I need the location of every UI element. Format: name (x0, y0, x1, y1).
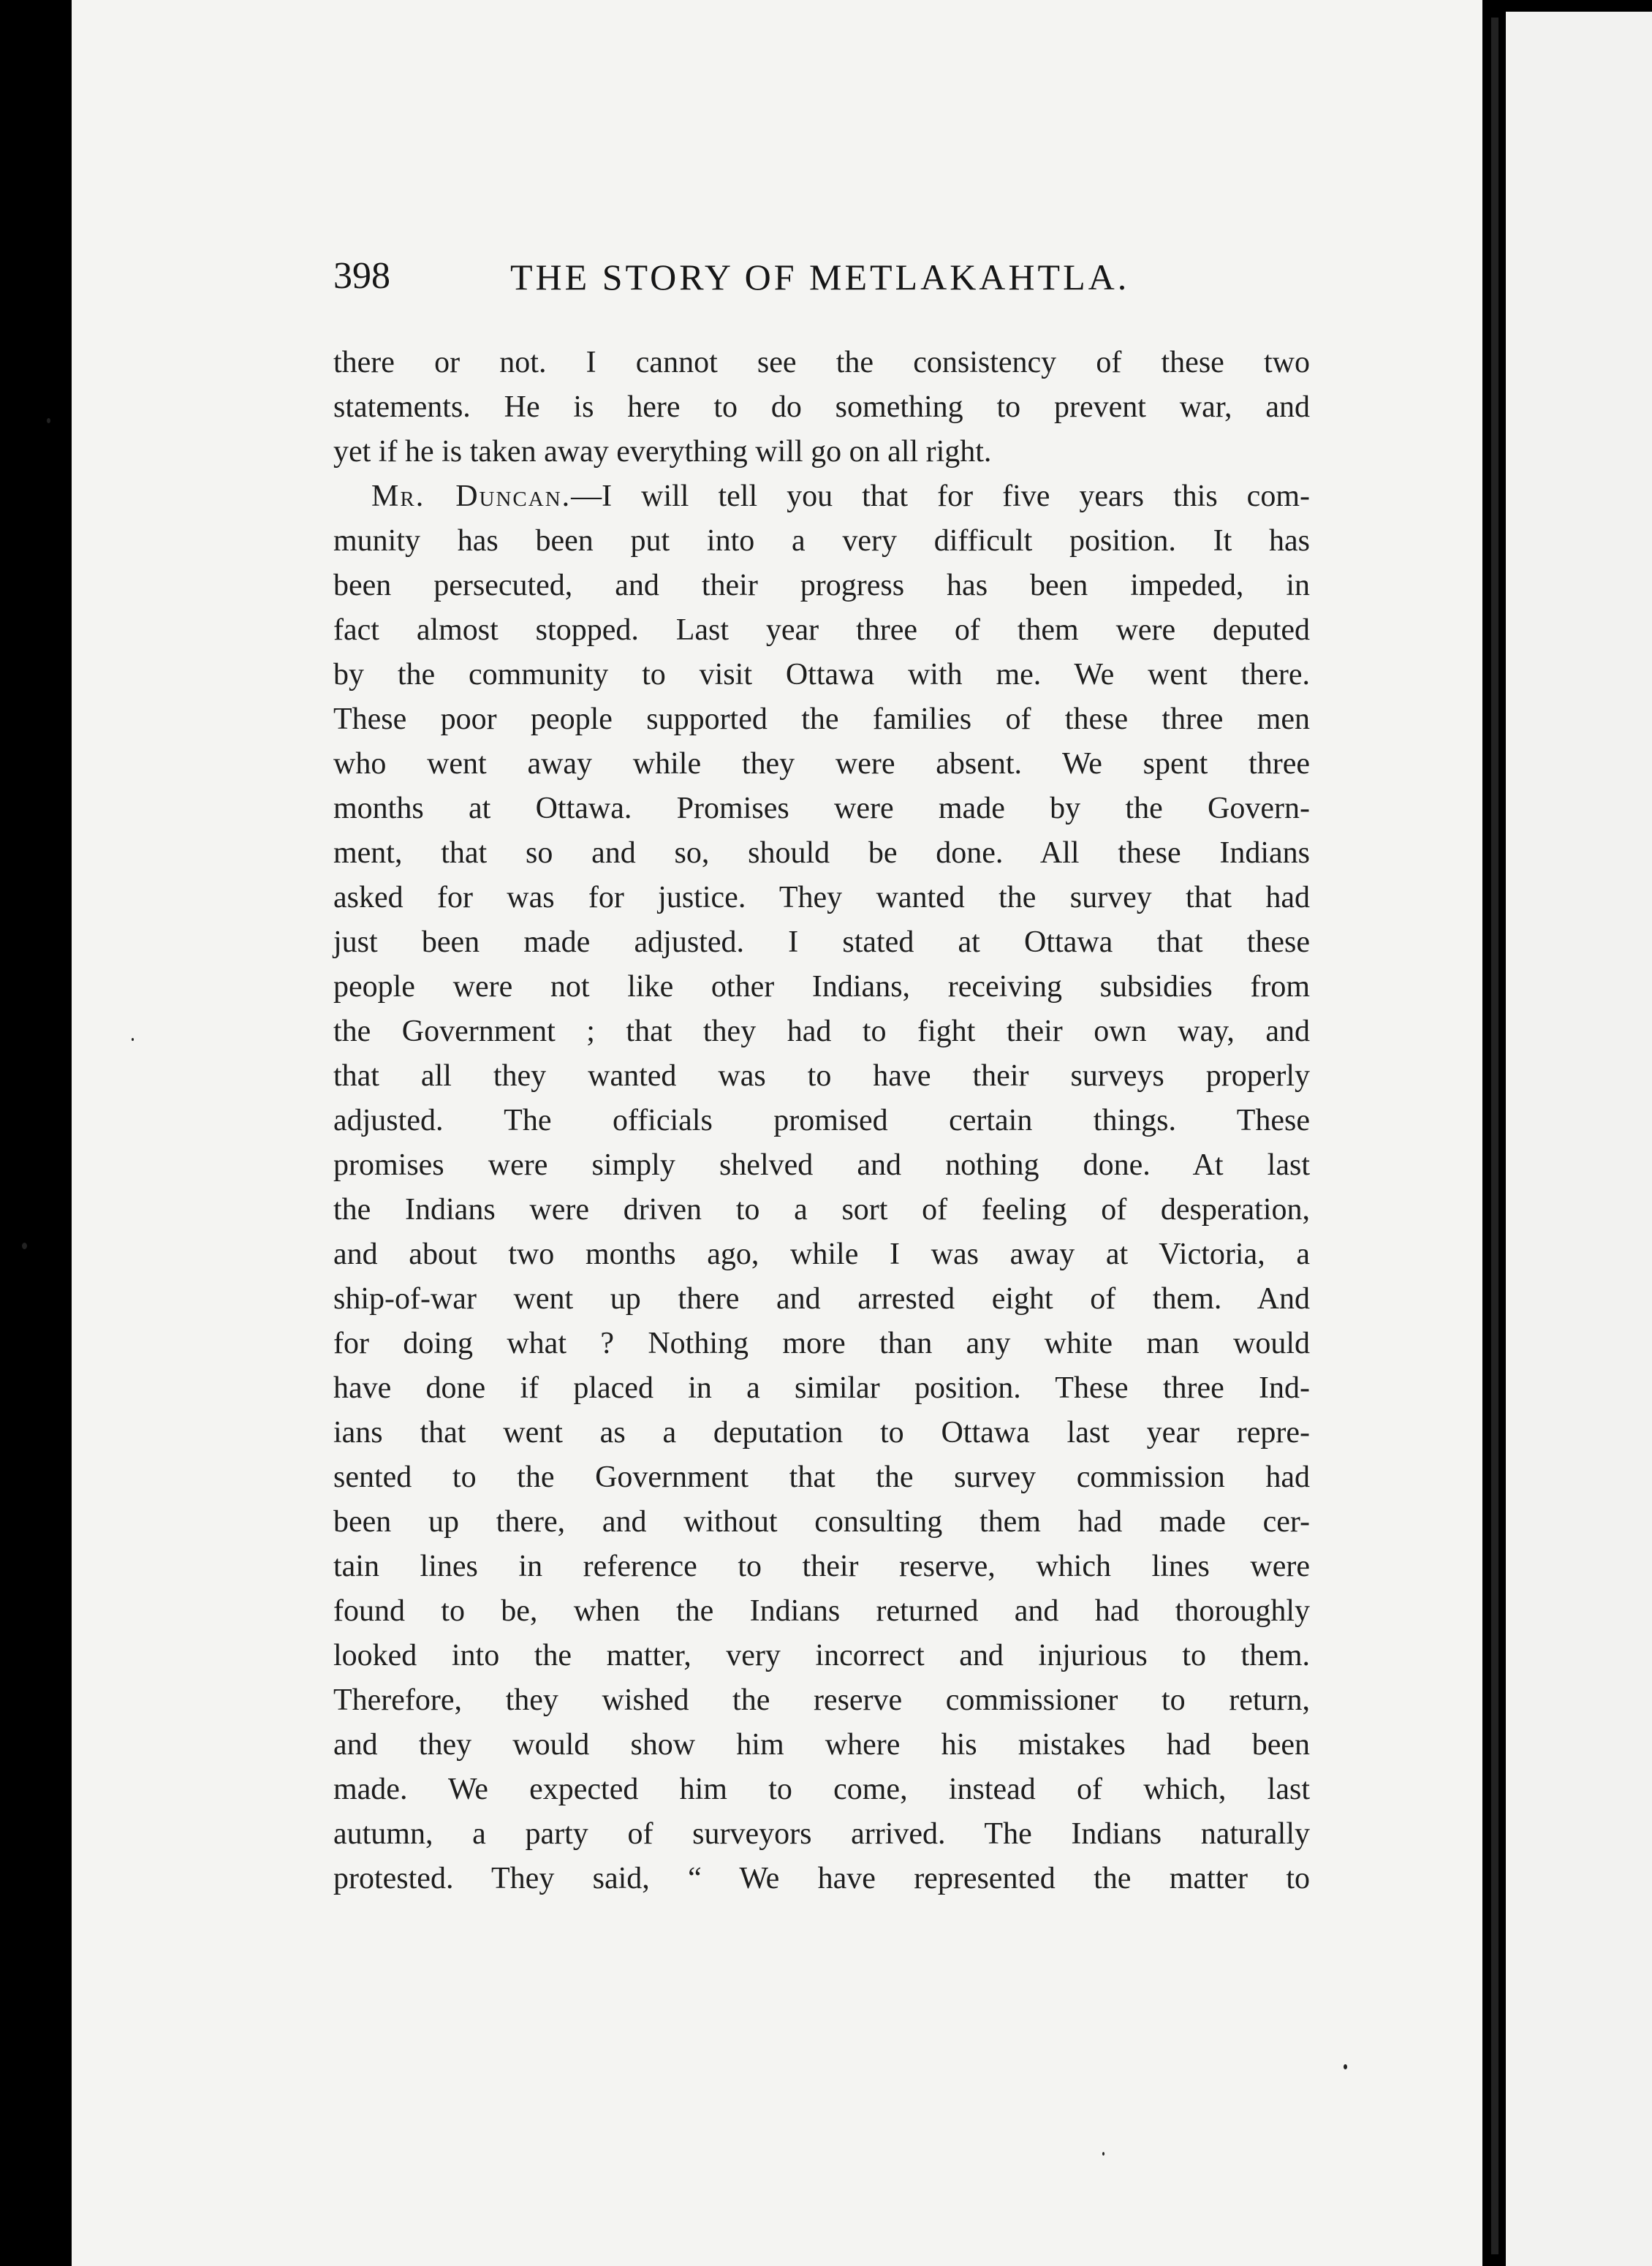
scan-speck (1344, 2064, 1347, 2069)
text-line: asked for was for justice. They wanted the survey that had (333, 881, 1310, 914)
text-line: and about two months ago, while I was away at Victoria, a (333, 1238, 1310, 1271)
scan-speck (1102, 2152, 1105, 2156)
text-line: for doing what ? Nothing more than any white man would (333, 1327, 1310, 1360)
text-line: made. We expected him to come, instead of which, last (333, 1773, 1310, 1806)
text-line: found to be, when the Indians returned and had thoroughly (333, 1594, 1310, 1628)
text-line: ians that went as a deputation to Ottawa last year repre- (333, 1416, 1310, 1450)
text-line: people were not like other Indians, receiving subsidies from (333, 970, 1310, 1004)
text-line: by the community to visit Ottawa with me. We went there. (333, 658, 1310, 691)
page-header (333, 254, 1327, 306)
text-line: statements. He is here to do something to prevent war, and (333, 390, 1310, 424)
text-line: munity has been put into a very difficult position. It has (333, 524, 1310, 558)
speaker-name: Mr. Duncan. (371, 480, 572, 513)
text-line: been persecuted, and their progress has been impeded, in (333, 569, 1310, 602)
text-line: autumn, a party of surveyors arrived. The Indians naturally (333, 1817, 1310, 1851)
text-line (333, 474, 1310, 519)
text-line: the Indians were driven to a sort of feeling of desperation, (333, 1193, 1310, 1227)
text-line: just been made adjusted. I stated at Ottawa that these (333, 925, 1310, 959)
text-line: and they would show him where his mistakes had been (333, 1728, 1310, 1762)
text-line: yet if he is taken away everything will go on all right. (333, 435, 992, 469)
page-gutter (1491, 18, 1498, 2254)
text-line: been up there, and without consulting them had made cer- (333, 1505, 1310, 1539)
scan-speck (132, 1038, 134, 1041)
text-line: there or not. I cannot see the consistency of these two (333, 346, 1310, 379)
page-number: 398 (333, 255, 390, 297)
text-line: months at Ottawa. Promises were made by the Govern- (333, 792, 1310, 825)
text-line: looked into the matter, very incorrect and injurious to them. (333, 1639, 1310, 1672)
speaker-line-text: —I will tell you that for five years this com- (571, 480, 1310, 513)
text-line: the Government ; that they had to fight their own way, and (333, 1015, 1310, 1048)
text-line: fact almost stopped. Last year three of them were deputed (333, 613, 1310, 647)
scan-speck (47, 418, 50, 423)
scan-speck (22, 1243, 27, 1249)
text-line: who went away while they were absent. We spent three (333, 747, 1310, 781)
facing-page-edge (1506, 12, 1652, 2266)
text-line: protested. They said, “ We have represented the matter to (333, 1862, 1310, 1895)
text-line: that all they wanted was to have their surveys properly (333, 1059, 1310, 1093)
text-line: adjusted. The officials promised certain things. These (333, 1104, 1310, 1137)
text-line: These poor people supported the families of these three men (333, 702, 1310, 736)
text-line: have done if placed in a similar position. These three Ind- (333, 1371, 1310, 1405)
body-text (333, 341, 1310, 1901)
text-line: Therefore, they wished the reserve commissioner to return, (333, 1683, 1310, 1717)
text-line: ment, that so and so, should be done. All these Indians (333, 836, 1310, 870)
text-line: tain lines in reference to their reserve, which lines were (333, 1550, 1310, 1583)
text-line: promises were simply shelved and nothing done. At last (333, 1148, 1310, 1182)
text-line: sented to the Government that the survey commission had (333, 1460, 1310, 1494)
running-title: THE STORY OF METLAKAHTLA. (510, 257, 1130, 298)
text-line: ship-of-war went up there and arrested eight of them. And (333, 1282, 1310, 1316)
